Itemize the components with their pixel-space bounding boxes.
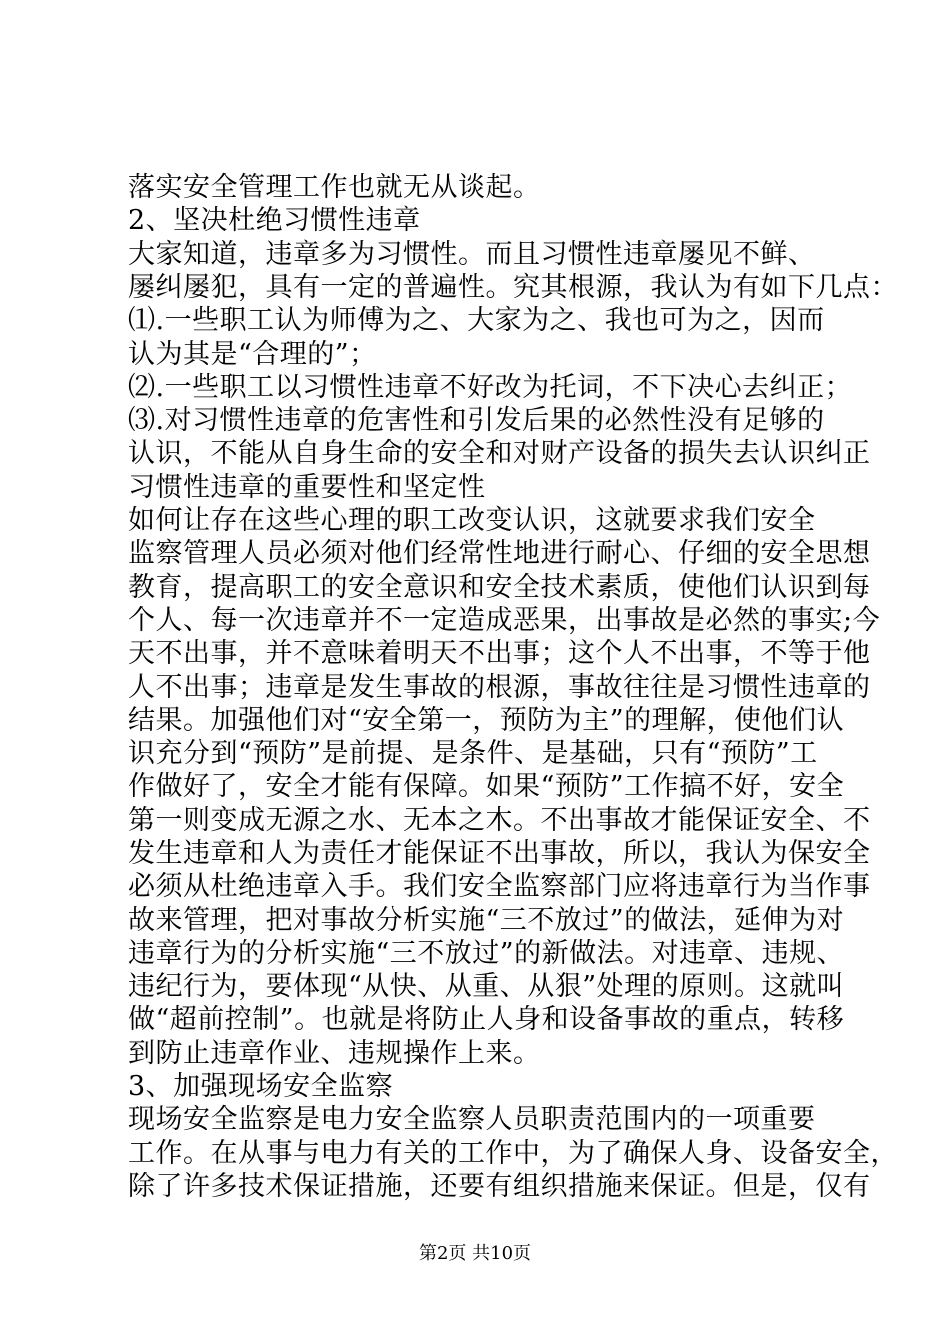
text-line: 除了许多技术保证措施，还要有组织措施来保证。但是，仅有 — [128, 1171, 871, 1202]
text-line: 工作。在从事与电力有关的工作中，为了确保人身、设备安全， — [128, 1138, 898, 1169]
text-line: 违章行为的分析实施“三不放过”的新做法。对违章、违规、 — [128, 938, 845, 969]
text-line: 到防止违章作业、违规操作上来。 — [128, 1038, 541, 1069]
text-line: 结果。加强他们对“安全第一，预防为主”的理解，使他们认 — [128, 705, 845, 736]
text-line: 现场安全监察是电力安全监察人员职责范围内的一项重要 — [128, 1104, 816, 1135]
text-line: 监察管理人员必须对他们经常性地进行耐心、仔细的安全思想 — [128, 538, 871, 569]
text-line: 作做好了，安全才能有保障。如果“预防”工作搞不好，安全 — [128, 771, 845, 802]
text-line: 落实安全管理工作也就无从谈起。 — [128, 172, 541, 203]
text-line: 必须从杜绝违章入手。我们安全监察部门应将违章行为当作事 — [128, 871, 871, 902]
text-line: 如何让存在这些心理的职工改变认识，这就要求我们安全 — [128, 505, 816, 536]
text-line: 大家知道，违章多为习惯性。而且习惯性违章屡见不鲜、 — [128, 239, 816, 270]
text-line: 违纪行为，要体现“从快、从重、从狠”处理的原则。这就叫 — [128, 971, 845, 1002]
text-line: 人不出事；违章是发生事故的根源，事故往往是习惯性违章的 — [128, 672, 871, 703]
text-line: 故来管理，把对事故分析实施“三不放过”的做法，延伸为对 — [128, 905, 845, 936]
page-footer: 第2页 共10页 — [418, 1243, 532, 1264]
text-line: 认识，不能从自身生命的安全和对财产设备的损失去认识纠正 — [128, 438, 871, 469]
text-line: 识充分到“预防”是前提、是条件、是基础，只有“预防”工 — [128, 738, 818, 769]
text-line: ⑶.对习惯性违章的危害性和引发后果的必然性没有足够的 — [128, 405, 825, 436]
text-line: 天不出事，并不意味着明天不出事；这个人不出事，不等于他 — [128, 638, 871, 669]
text-line: 发生违章和人为责任才能保证不出事故，所以，我认为保安全 — [128, 838, 871, 869]
text-line: 习惯性违章的重要性和坚定性 — [128, 472, 486, 503]
text-line: 做“超前控制”。也就是将防止人身和设备事故的重点，转移 — [128, 1004, 845, 1035]
text-line: 个人、每一次违章并不一定造成恶果，出事故是必然的事实;今 — [128, 605, 881, 636]
text-line: 教育，提高职工的安全意识和安全技术素质，使他们认识到每 — [128, 572, 871, 603]
text-line: 3、加强现场安全监察 — [128, 1071, 394, 1102]
text-line: 屡纠屡犯，具有一定的普遍性。究其根源，我认为有如下几点： — [128, 272, 898, 303]
text-line: ⑵.一些职工以习惯性违章不好改为托词，不下决心去纠正； — [128, 372, 853, 403]
text-line: ⑴.一些职工认为师傅为之、大家为之、我也可为之，因而 — [128, 305, 825, 336]
text-line: 2、坚决杜绝习惯性违章 — [128, 205, 421, 236]
text-line: 第一则变成无源之水、无本之木。不出事故才能保证安全、不 — [128, 805, 871, 836]
text-line: 认为其是“合理的”； — [128, 339, 377, 370]
